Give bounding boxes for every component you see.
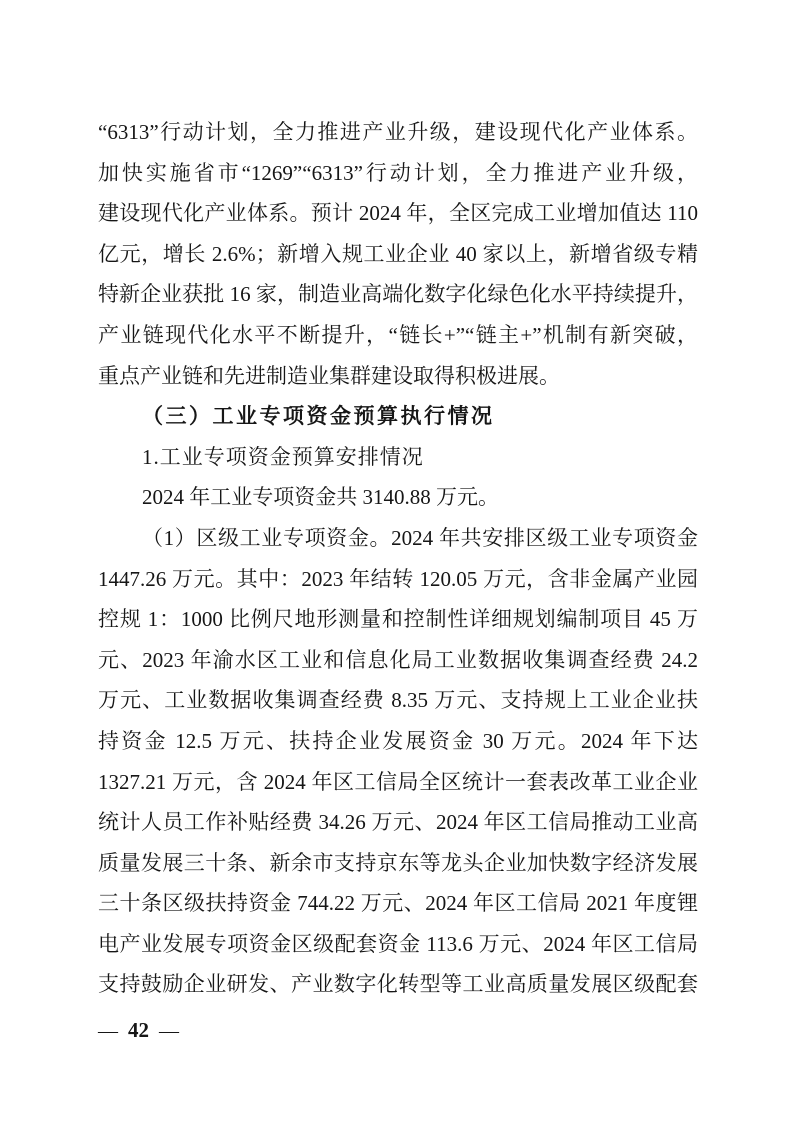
body-line: 控规 1：1000 比例尺地形测量和控制性详细规划编制项目 45 万	[98, 607, 698, 632]
body-line: 建设现代化产业体系。预计 2024 年，全区完成工业增加值达 110	[98, 201, 698, 226]
body-line: 电产业发展专项资金区级配套资金 113.6 万元、2024 年区工信局	[98, 931, 698, 956]
body-line: 加快实施省市“1269”“6313”行动计划，全力推进产业升级，	[98, 160, 698, 185]
page-footer	[98, 1013, 179, 1047]
body-line: 2024 年工业专项资金共 3140.88 万元。	[142, 485, 499, 510]
body-line: “6313”行动计划，全力推进产业升级，建设现代化产业体系。	[98, 120, 698, 144]
body-line: 三十条区级扶持资金 744.22 万元、2024 年区工信局 2021 年度锂	[98, 891, 698, 916]
footer-dash-right: —	[159, 1020, 179, 1042]
document-body	[98, 112, 698, 1005]
body-line: 亿元，增长 2.6%；新增入规工业企业 40 家以上，新增省级专精	[98, 241, 698, 266]
body-line: 特新企业获批 16 家，制造业高端化数字化绿色化水平持续提升，	[98, 282, 698, 307]
body-line: 持资金 12.5 万元、扶持企业发展资金 30 万元。2024 年下达	[98, 728, 698, 753]
body-line: 产业链现代化水平不断提升，“链长+”“链主+”机制有新突破，	[98, 322, 698, 347]
body-line: 支持鼓励企业研发、产业数字化转型等工业高质量发展区级配套	[98, 972, 698, 997]
body-line: 元、2023 年渝水区工业和信息化局工业数据收集调查经费 24.2	[98, 647, 698, 672]
footer-dash-left: —	[98, 1020, 118, 1042]
body-line: （1）区级工业专项资金。2024 年共安排区级工业专项资金	[142, 525, 698, 550]
body-line: 万元、工业数据收集调查经费 8.35 万元、支持规上工业企业扶	[98, 688, 698, 713]
footer-page-number: 42	[128, 1018, 149, 1042]
subsection-heading: 1.工业专项资金预算安排情况	[142, 444, 424, 469]
body-line: 质量发展三十条、新余市支持京东等龙头企业加快数字经济发展	[98, 850, 698, 875]
body-line: 重点产业链和先进制造业集群建设取得积极进展。	[98, 363, 560, 388]
body-line: 1327.21 万元，含 2024 年区工信局全区统计一套表改革工业企业	[98, 769, 698, 794]
body-line: 统计人员工作补贴经费 34.26 万元、2024 年区工信局推动工业高	[98, 810, 698, 835]
body-line: 1447.26 万元。其中：2023 年结转 120.05 万元，含非金属产业园	[98, 566, 698, 591]
section-heading: （三）工业专项资金预算执行情况	[142, 404, 495, 429]
